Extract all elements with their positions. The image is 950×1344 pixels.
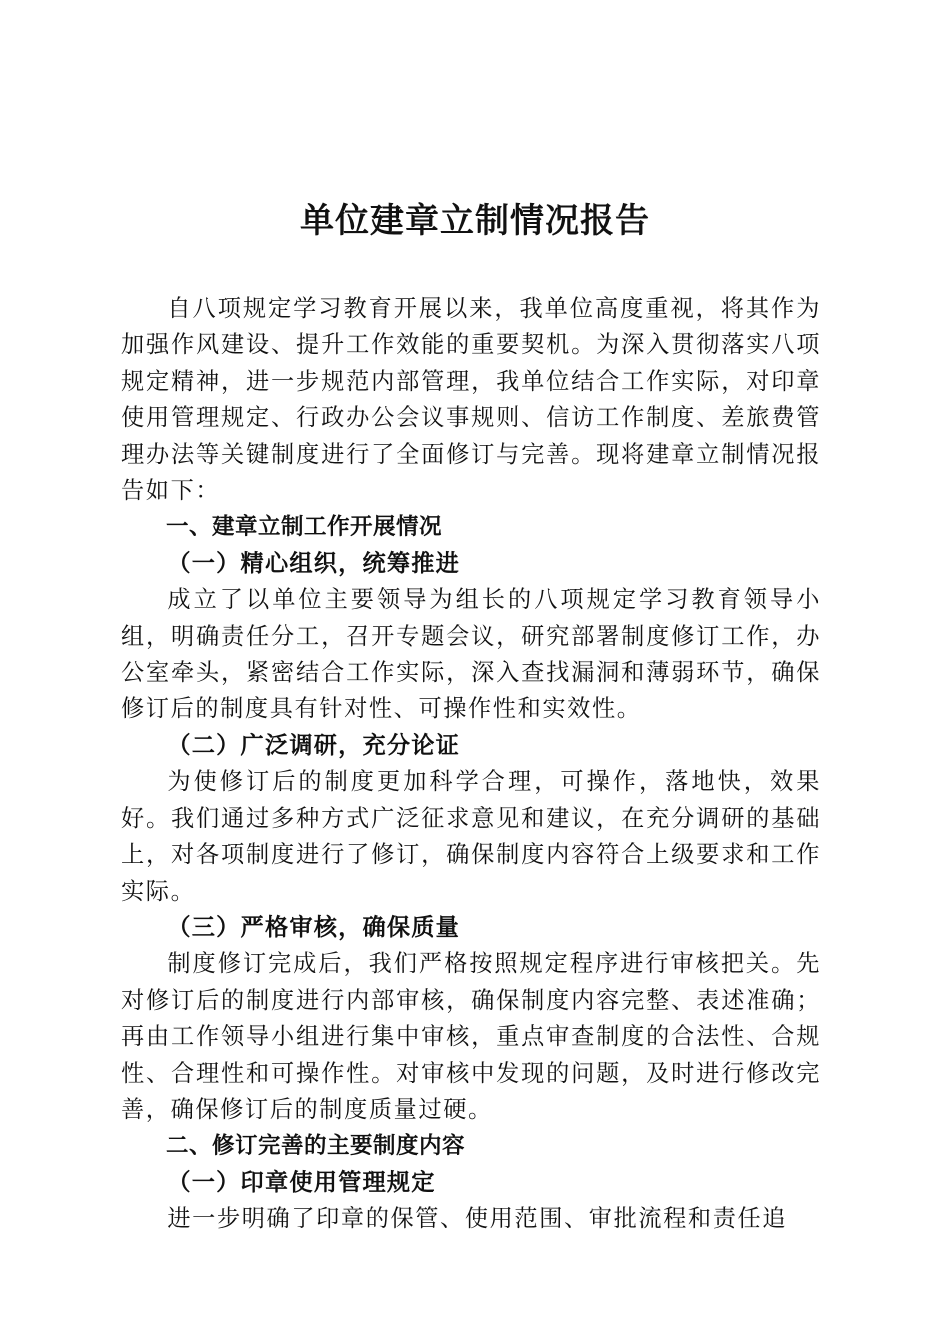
document-body bbox=[121, 291, 821, 1238]
subsection-paragraph-1-3: 制度修订完成后，我们严格按照规定程序进行审核把关。先对修订后的制度进行内部审核，确保制度内容完整、表述准确；再由工作领导小组进行集中审核，重点审查制度的合法性、合规性、合理性和可操作性。对审核中发现的问题，及时进行修改完善，确保修订后的制度质量过硬。 bbox=[121, 950, 821, 1123]
document-title: 单位建章立制情况报告 bbox=[300, 201, 650, 241]
subsection-heading-1-2: （二）广泛调研，充分论证 bbox=[167, 731, 461, 759]
subsection-paragraph-1-2: 为使修订后的制度更加科学合理，可操作，落地快，效果好。我们通过多种方式广泛征求意见和建议，在充分调研的基础上，对各项制度进行了修订，确保制度内容符合上级要求和工作实际。 bbox=[121, 768, 821, 905]
intro-paragraph: 自八项规定学习教育开展以来，我单位高度重视，将其作为加强作风建设、提升工作效能的重要契机。为深入贯彻落实八项规定精神，进一步规范内部管理，我单位结合工作实际，对印章使用管理规定、行政办公会议事规则、信访工作制度、差旅费管理办法等关键制度进行了全面修订与完善。现将建章立制情况报告如下： bbox=[121, 295, 821, 505]
section-heading-2: 二、修订完善的主要制度内容 bbox=[166, 1133, 466, 1160]
section-heading-1: 一、建章立制工作开展情况 bbox=[166, 514, 443, 541]
subsection-heading-1-3: （三）严格审核，确保质量 bbox=[167, 913, 461, 941]
subsection-paragraph-2-1: 进一步明确了印章的保管、使用范围、审批流程和责任追 bbox=[167, 1205, 788, 1233]
subsection-heading-1-1: （一）精心组织，统筹推进 bbox=[167, 549, 461, 577]
subsection-paragraph-1-1: 成立了以单位主要领导为组长的八项规定学习教育领导小组，明确责任分工，召开专题会议，研究部署制度修订工作，办公室牵头，紧密结合工作实际，深入查找漏洞和薄弱环节，确保修订后的制度具有针对性、可操作性和实效性。 bbox=[121, 586, 821, 723]
subsection-heading-2-1: （一）印章使用管理规定 bbox=[167, 1168, 436, 1196]
